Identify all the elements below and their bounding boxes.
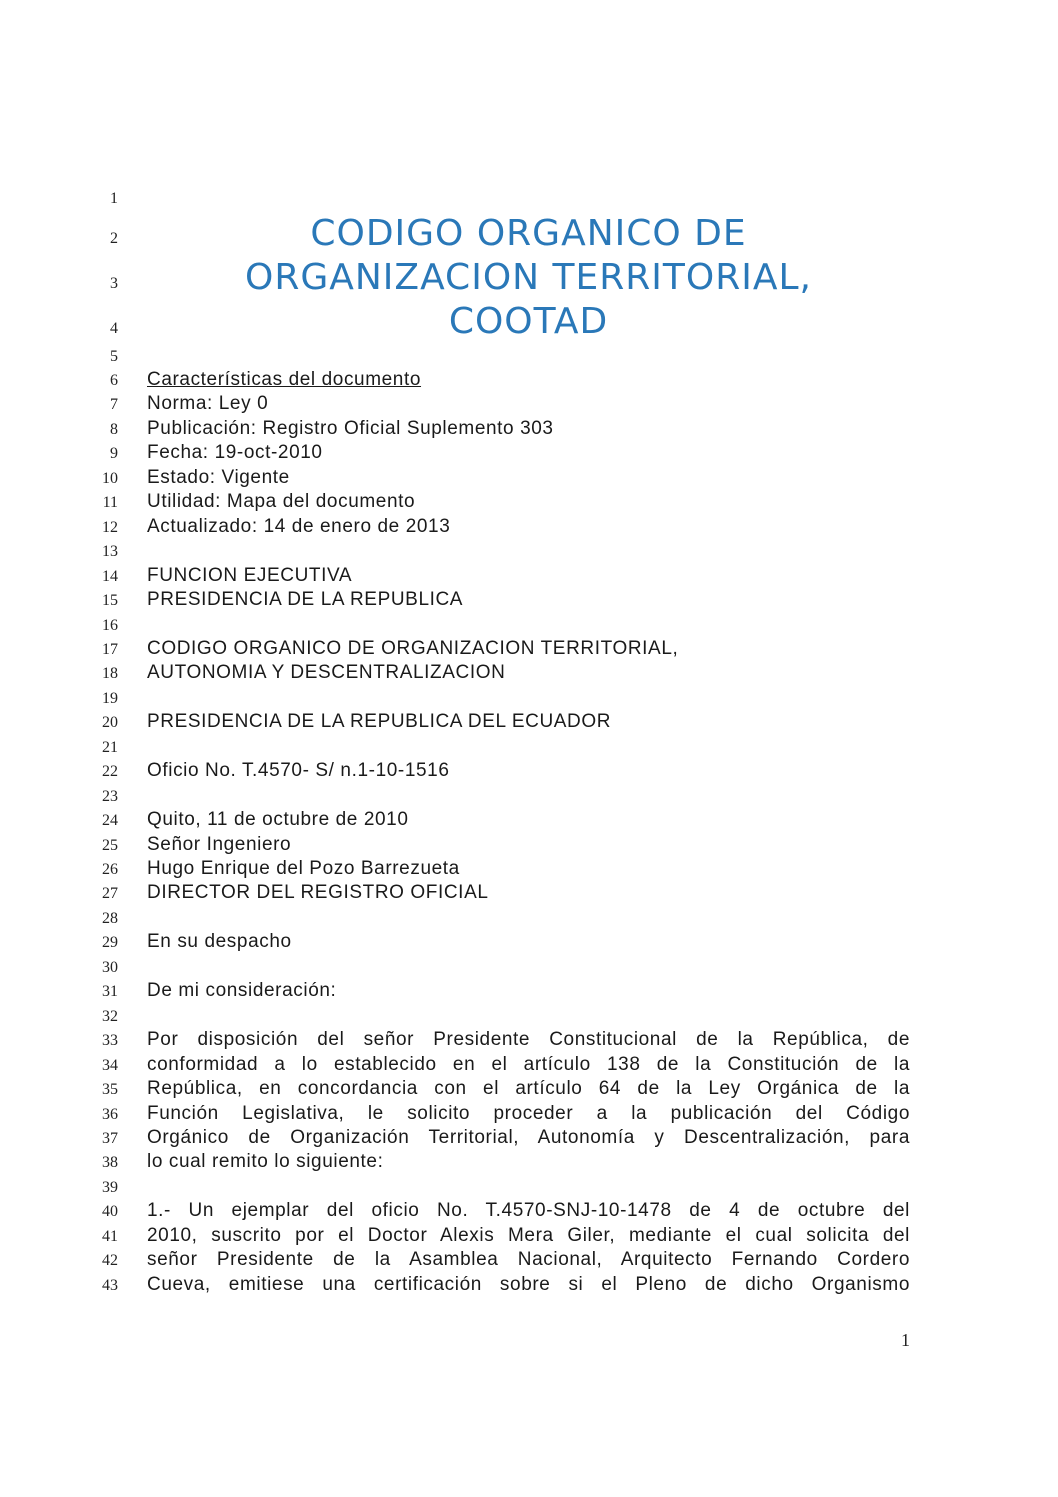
line-number: 42 bbox=[102, 1252, 118, 1270]
line-number: 19 bbox=[102, 689, 118, 707]
text-line: Estado: Vigente bbox=[147, 466, 290, 488]
line-number: 25 bbox=[102, 836, 118, 854]
line-number: 6 bbox=[110, 372, 118, 389]
line-number: 15 bbox=[102, 592, 118, 610]
text-line: Publicación: Registro Oficial Suplemento 303 bbox=[147, 417, 554, 439]
line-number: 11 bbox=[102, 494, 118, 512]
line-number: 41 bbox=[102, 1227, 118, 1245]
text-line: señor Presidente de la Asamblea Nacional, Arquitecto Fernando Cordero bbox=[147, 1249, 910, 1271]
section-heading: Características del documento bbox=[147, 369, 422, 390]
text-line: lo cual remito lo siguiente: bbox=[147, 1151, 384, 1173]
text-line: Por disposición del señor Presidente Constitucional de la República, de bbox=[147, 1029, 910, 1051]
line-number: 22 bbox=[102, 763, 118, 781]
line-number: 10 bbox=[102, 469, 118, 487]
line-number: 7 bbox=[110, 396, 118, 414]
text-line: DIRECTOR DEL REGISTRO OFICIAL bbox=[147, 882, 489, 904]
line-number: 32 bbox=[102, 1007, 118, 1025]
line-number: 37 bbox=[102, 1129, 118, 1147]
line-number: 39 bbox=[102, 1178, 118, 1196]
text-line: Norma: Ley 0 bbox=[147, 393, 269, 415]
line-number: 12 bbox=[102, 518, 118, 536]
line-number: 4 bbox=[110, 320, 118, 337]
line-number: 28 bbox=[102, 909, 118, 927]
line-number: 38 bbox=[102, 1154, 118, 1172]
page-number: 1 bbox=[901, 1330, 910, 1350]
line-number: 40 bbox=[102, 1203, 118, 1221]
line-number: 9 bbox=[110, 445, 118, 463]
line-number: 33 bbox=[102, 1032, 118, 1050]
document-title-line: CODIGO ORGANICO DE bbox=[310, 213, 747, 254]
line-number: 43 bbox=[102, 1276, 118, 1294]
text-line: CODIGO ORGANICO DE ORGANIZACION TERRITORIAL, bbox=[147, 637, 679, 659]
line-number: 30 bbox=[102, 958, 118, 976]
line-number: 16 bbox=[102, 616, 118, 634]
line-number: 21 bbox=[102, 738, 118, 756]
text-line: PRESIDENCIA DE LA REPUBLICA bbox=[147, 589, 464, 611]
text-line: Hugo Enrique del Pozo Barrezueta bbox=[147, 858, 460, 879]
document-title-line: COOTAD bbox=[448, 301, 609, 342]
text-line: AUTONOMIA Y DESCENTRALIZACION bbox=[147, 662, 506, 684]
text-line: Función Legislativa, le solicito proceder a la publicación del Código bbox=[147, 1102, 910, 1124]
text-line: Actualizado: 14 de enero de 2013 bbox=[147, 515, 451, 537]
text-line: 2010, suscrito por el Doctor Alexis Mera Giler, mediante el cual solicita del bbox=[147, 1224, 910, 1246]
text-line: conformidad a lo establecido en el artículo 138 de la Constitución de la bbox=[147, 1053, 910, 1075]
line-number: 26 bbox=[102, 861, 118, 878]
line-number: 3 bbox=[110, 275, 118, 292]
text-line: FUNCION EJECUTIVA bbox=[147, 564, 353, 586]
text-line: Cueva, emitiese una certificación sobre si el Pleno de dicho Organismo bbox=[147, 1273, 910, 1295]
text-line: Quito, 11 de octubre de 2010 bbox=[147, 809, 409, 831]
line-number: 20 bbox=[102, 714, 118, 732]
text-line: Orgánico de Organización Territorial, Autonomía y Descentralización, para bbox=[147, 1126, 910, 1148]
line-number: 27 bbox=[102, 885, 118, 903]
line-number: 14 bbox=[102, 567, 118, 585]
line-number: 34 bbox=[102, 1056, 118, 1074]
line-number: 1 bbox=[110, 190, 118, 207]
line-number: 17 bbox=[102, 640, 118, 658]
line-number: 24 bbox=[102, 812, 118, 830]
text-line: Utilidad: Mapa del documento bbox=[147, 491, 416, 513]
text-line: 1.- Un ejemplar del oficio No. T.4570-SNJ-10-1478 de 4 de octubre del bbox=[147, 1200, 910, 1222]
text-line: PRESIDENCIA DE LA REPUBLICA DEL ECUADOR bbox=[147, 711, 612, 733]
text-line: Señor Ingeniero bbox=[147, 833, 292, 855]
line-number: 2 bbox=[110, 230, 118, 247]
line-number: 5 bbox=[110, 348, 118, 365]
line-number: 36 bbox=[102, 1105, 118, 1123]
text-line: República, en concordancia con el artículo 64 de la Ley Orgánica de la bbox=[147, 1078, 910, 1100]
text-line: De mi consideración: bbox=[147, 980, 337, 1002]
line-number: 13 bbox=[102, 543, 118, 561]
text-line: Fecha: 19-oct-2010 bbox=[147, 442, 323, 464]
line-number: 29 bbox=[102, 934, 118, 952]
line-number: 18 bbox=[102, 665, 118, 683]
document-title-line: ORGANIZACION TERRITORIAL, bbox=[244, 257, 812, 298]
text-line: Oficio No. T.4570- S/ n.1-10-1516 bbox=[147, 760, 450, 782]
line-number: 35 bbox=[102, 1081, 118, 1099]
line-number: 31 bbox=[102, 983, 118, 1001]
line-number: 23 bbox=[102, 787, 118, 805]
line-number: 8 bbox=[110, 420, 118, 438]
text-line: En su despacho bbox=[147, 931, 292, 953]
